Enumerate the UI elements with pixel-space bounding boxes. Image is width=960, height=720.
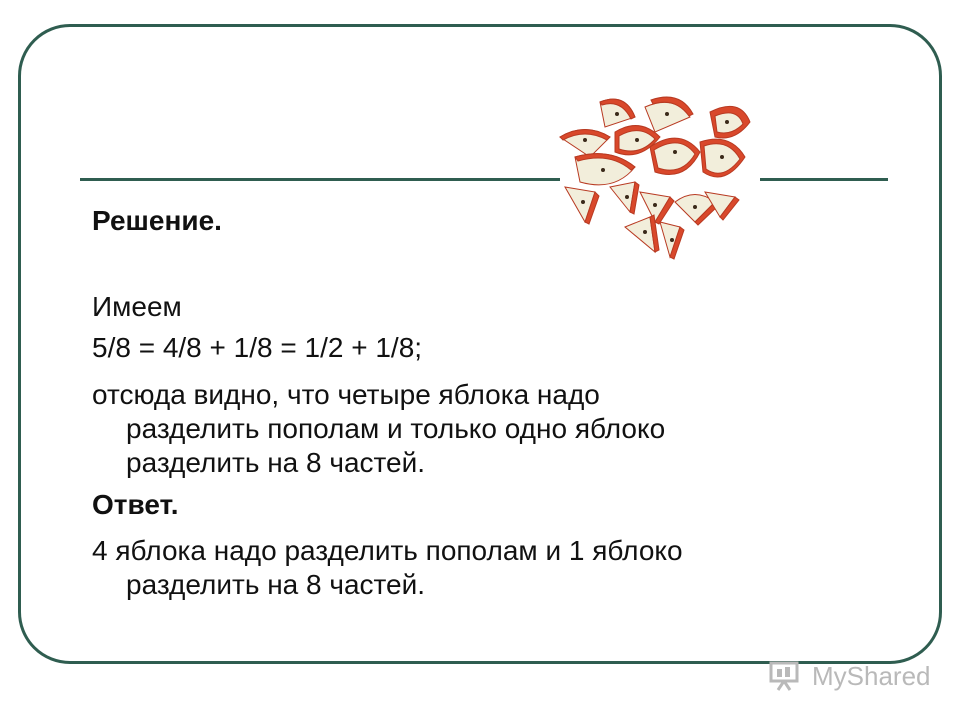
divider-right <box>760 178 888 181</box>
solution-heading: Решение. <box>92 205 222 236</box>
watermark-text: MyShared <box>812 660 931 691</box>
divider-left <box>80 178 560 181</box>
answer-line-1: 4 яблока надо разделить пополам и 1 яблоко <box>92 535 683 566</box>
explanation-line-3: разделить на 8 частей. <box>126 447 426 478</box>
apple-slices-illustration <box>555 92 765 272</box>
answer-heading: Ответ. <box>92 489 179 520</box>
presentation-icon <box>768 660 804 692</box>
watermark <box>768 656 948 696</box>
explanation-line-1: отсюда видно, что четыре яблока надо <box>92 379 600 410</box>
equation: 5/8 = 4/8 + 1/8 = 1/2 + 1/8; <box>92 332 423 363</box>
answer-line-2: разделить на 8 частей. <box>126 569 426 600</box>
explanation-line-2: разделить пополам и только одно яблоко <box>126 413 666 444</box>
intro-line: Имеем <box>92 291 182 322</box>
